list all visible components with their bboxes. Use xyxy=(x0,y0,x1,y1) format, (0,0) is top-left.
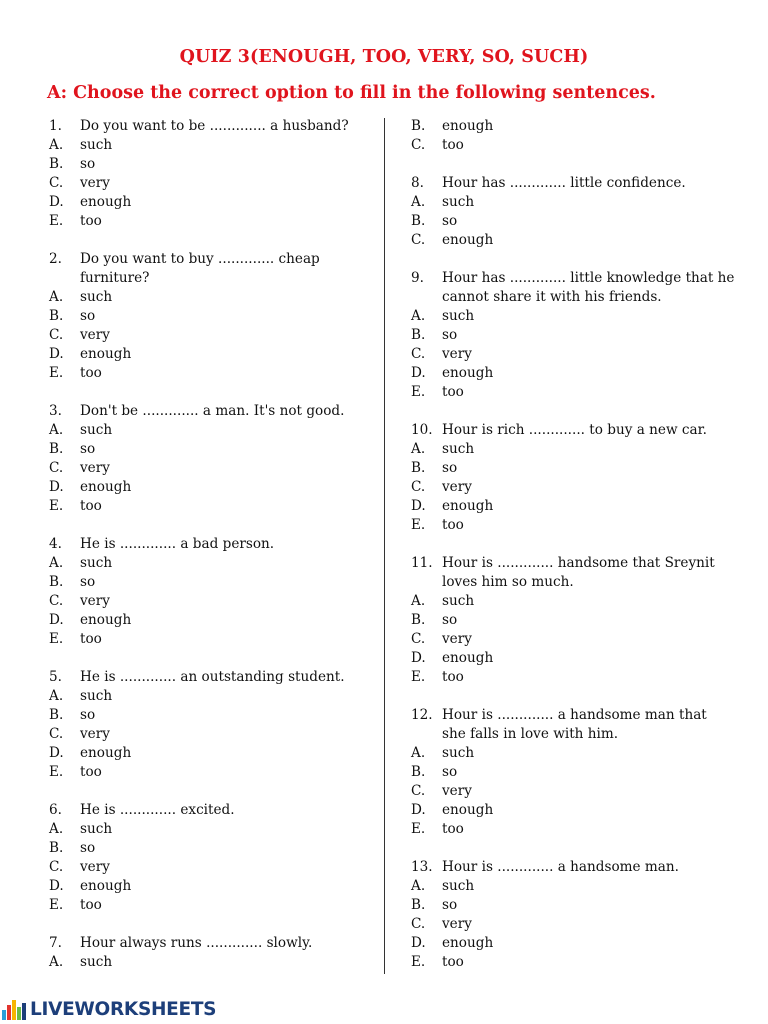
option-letter: C. xyxy=(411,916,426,932)
answer-option[interactable] xyxy=(411,212,731,231)
answer-option[interactable] xyxy=(49,212,369,231)
option-letter: C. xyxy=(411,631,426,647)
question-text: He is ............. a bad person. xyxy=(80,536,275,552)
question-line xyxy=(411,573,731,592)
question-line xyxy=(411,554,731,573)
option-text: enough xyxy=(80,612,132,628)
option-text: very xyxy=(442,783,472,799)
question-text: Hour is ............. handsome that Sreynit xyxy=(442,555,715,571)
option-text: so xyxy=(442,897,458,913)
option-letter: E. xyxy=(49,213,64,229)
option-letter: A. xyxy=(411,441,426,457)
answer-option[interactable] xyxy=(49,193,369,212)
answer-option[interactable] xyxy=(49,288,369,307)
question-text: He is ............. an outstanding student. xyxy=(80,669,345,685)
option-letter: A. xyxy=(411,745,426,761)
answer-option[interactable] xyxy=(49,497,369,516)
answer-option[interactable] xyxy=(49,706,369,725)
option-letter: D. xyxy=(49,346,64,362)
option-text: too xyxy=(80,213,102,229)
answer-option[interactable] xyxy=(49,744,369,763)
option-letter: E. xyxy=(411,954,426,970)
answer-option[interactable] xyxy=(411,364,731,383)
option-text: enough xyxy=(442,650,494,666)
option-text: very xyxy=(442,631,472,647)
option-letter: D. xyxy=(49,194,64,210)
option-letter: B. xyxy=(411,897,426,913)
question-text: He is ............. excited. xyxy=(80,802,235,818)
option-letter: B. xyxy=(49,441,64,457)
answer-option[interactable] xyxy=(411,915,731,934)
answer-option[interactable] xyxy=(411,744,731,763)
question-number: 1. xyxy=(49,118,62,134)
option-letter: D. xyxy=(411,802,426,818)
option-letter: C. xyxy=(49,460,64,476)
answer-option[interactable] xyxy=(411,459,731,478)
question-gap xyxy=(49,915,369,934)
question-line xyxy=(49,668,369,687)
question-line xyxy=(411,706,731,725)
option-text: enough xyxy=(80,745,132,761)
option-text: so xyxy=(442,213,458,229)
answer-option[interactable] xyxy=(49,478,369,497)
answer-option[interactable] xyxy=(49,307,369,326)
option-letter: D. xyxy=(49,878,64,894)
option-letter: A. xyxy=(411,308,426,324)
option-text: so xyxy=(442,764,458,780)
answer-option[interactable] xyxy=(49,326,369,345)
liveworksheets-logo-icon xyxy=(0,996,30,1022)
answer-option[interactable] xyxy=(411,497,731,516)
answer-option[interactable] xyxy=(49,858,369,877)
question-number: 4. xyxy=(49,536,62,552)
question-number: 7. xyxy=(49,935,62,951)
option-text: very xyxy=(442,479,472,495)
answer-option[interactable] xyxy=(411,668,731,687)
answer-option[interactable] xyxy=(49,820,369,839)
question-gap xyxy=(411,250,731,269)
option-text: very xyxy=(80,460,110,476)
answer-option[interactable] xyxy=(411,630,731,649)
question-line xyxy=(411,858,731,877)
option-letter: B. xyxy=(411,764,426,780)
option-letter: B. xyxy=(49,574,64,590)
answer-option[interactable] xyxy=(49,440,369,459)
answer-option[interactable] xyxy=(49,174,369,193)
question-number: 8. xyxy=(411,175,424,191)
question-text: furniture? xyxy=(80,270,150,286)
option-text: so xyxy=(442,460,458,476)
option-letter: C. xyxy=(49,726,64,742)
option-letter: C. xyxy=(49,593,64,609)
answer-option[interactable] xyxy=(411,763,731,782)
option-letter: D. xyxy=(49,479,64,495)
question-gap xyxy=(411,839,731,858)
option-letter: D. xyxy=(411,498,426,514)
option-text: too xyxy=(442,821,464,837)
option-letter: A. xyxy=(411,593,426,609)
option-letter: A. xyxy=(49,137,64,153)
answer-option[interactable] xyxy=(411,307,731,326)
option-text: very xyxy=(80,726,110,742)
option-letter: A. xyxy=(49,954,64,970)
answer-option[interactable] xyxy=(49,364,369,383)
option-text: so xyxy=(80,308,96,324)
answer-option[interactable] xyxy=(411,193,731,212)
option-letter: B. xyxy=(411,612,426,628)
answer-option[interactable] xyxy=(411,231,731,250)
question-gap xyxy=(49,649,369,668)
option-text: so xyxy=(80,574,96,590)
option-letter: D. xyxy=(49,745,64,761)
answer-option[interactable] xyxy=(49,421,369,440)
option-text: such xyxy=(80,688,113,704)
option-text: too xyxy=(80,498,102,514)
option-text: very xyxy=(80,859,110,875)
question-gap xyxy=(411,535,731,554)
question-number: 13. xyxy=(411,859,433,875)
option-letter: C. xyxy=(411,783,426,799)
answer-option[interactable] xyxy=(49,839,369,858)
option-text: such xyxy=(80,137,113,153)
question-text: Don't be ............. a man. It's not good. xyxy=(80,403,345,419)
right-question-column xyxy=(411,117,735,972)
answer-option[interactable] xyxy=(49,896,369,915)
answer-option[interactable] xyxy=(411,820,731,839)
option-text: so xyxy=(80,441,96,457)
option-text: enough xyxy=(442,935,494,951)
option-text: such xyxy=(80,555,113,571)
question-line xyxy=(49,535,369,554)
option-text: too xyxy=(442,954,464,970)
option-letter: E. xyxy=(49,764,64,780)
option-letter: D. xyxy=(49,612,64,628)
option-letter: C. xyxy=(411,137,426,153)
question-number: 5. xyxy=(49,669,62,685)
answer-option[interactable] xyxy=(411,326,731,345)
option-text: enough xyxy=(442,365,494,381)
question-text: she falls in love with him. xyxy=(442,726,619,742)
question-gap xyxy=(411,402,731,421)
option-text: so xyxy=(80,840,96,856)
option-letter: B. xyxy=(49,308,64,324)
option-letter: B. xyxy=(411,460,426,476)
question-number: 12. xyxy=(411,707,433,723)
question-line xyxy=(411,288,731,307)
option-letter: E. xyxy=(49,498,64,514)
option-letter: A. xyxy=(49,555,64,571)
question-gap xyxy=(411,687,731,706)
option-text: such xyxy=(442,308,475,324)
option-text: such xyxy=(80,289,113,305)
option-letter: B. xyxy=(411,118,426,134)
question-gap xyxy=(49,516,369,535)
option-text: too xyxy=(442,384,464,400)
question-text: Hour has ............. little knowledge that he xyxy=(442,270,735,286)
option-text: too xyxy=(442,517,464,533)
question-number: 2. xyxy=(49,251,62,267)
option-text: such xyxy=(442,441,475,457)
option-letter: A. xyxy=(411,878,426,894)
answer-option[interactable] xyxy=(49,573,369,592)
answer-option[interactable] xyxy=(49,459,369,478)
option-text: such xyxy=(442,878,475,894)
answer-option[interactable] xyxy=(411,478,731,497)
question-line xyxy=(411,725,731,744)
option-text: so xyxy=(442,327,458,343)
option-letter: C. xyxy=(411,346,426,362)
answer-option[interactable] xyxy=(49,155,369,174)
option-text: enough xyxy=(442,118,494,134)
logo-wordmark: LIVEWORKSHEETS xyxy=(30,998,217,1020)
question-number: 9. xyxy=(411,270,424,286)
option-letter: E. xyxy=(411,821,426,837)
option-letter: A. xyxy=(49,289,64,305)
option-letter: D. xyxy=(411,650,426,666)
option-text: so xyxy=(80,707,96,723)
option-letter: E. xyxy=(49,365,64,381)
question-line xyxy=(49,250,369,269)
option-letter: B. xyxy=(49,156,64,172)
option-text: such xyxy=(80,422,113,438)
option-text: too xyxy=(442,669,464,685)
option-letter: B. xyxy=(411,327,426,343)
option-letter: A. xyxy=(49,688,64,704)
question-text: Hour is ............. a handsome man that xyxy=(442,707,707,723)
option-letter: E. xyxy=(49,897,64,913)
option-text: so xyxy=(80,156,96,172)
option-text: such xyxy=(80,954,113,970)
question-line xyxy=(411,421,731,440)
question-line xyxy=(49,934,369,953)
question-line xyxy=(411,269,735,288)
answer-option[interactable] xyxy=(411,801,731,820)
option-text: very xyxy=(80,327,110,343)
answer-option[interactable] xyxy=(411,953,731,972)
question-gap xyxy=(49,231,369,250)
answer-option[interactable] xyxy=(49,725,369,744)
question-number: 10. xyxy=(411,422,433,438)
question-number: 6. xyxy=(49,802,62,818)
option-letter: E. xyxy=(411,669,426,685)
question-text: Hour is ............. a handsome man. xyxy=(442,859,679,875)
left-question-column xyxy=(49,117,369,972)
quiz-title: QUIZ 3(ENOUGH, TOO, VERY, SO, SUCH) xyxy=(179,47,589,67)
question-number: 3. xyxy=(49,403,62,419)
section-instruction: A: Choose the correct option to fill in the following sentences. xyxy=(47,83,656,103)
option-letter: C. xyxy=(49,327,64,343)
question-gap xyxy=(411,155,731,174)
option-text: too xyxy=(442,137,464,153)
answer-option[interactable] xyxy=(49,345,369,364)
answer-option[interactable] xyxy=(411,136,731,155)
answer-option[interactable] xyxy=(49,554,369,573)
option-letter: D. xyxy=(411,365,426,381)
question-text: Do you want to be ............. a husband? xyxy=(80,118,349,134)
option-letter: A. xyxy=(49,821,64,837)
answer-option[interactable] xyxy=(49,630,369,649)
option-text: enough xyxy=(442,498,494,514)
option-text: too xyxy=(80,897,102,913)
option-text: so xyxy=(442,612,458,628)
option-letter: A. xyxy=(49,422,64,438)
option-letter: B. xyxy=(411,213,426,229)
option-text: too xyxy=(80,764,102,780)
option-text: enough xyxy=(80,878,132,894)
option-text: very xyxy=(442,346,472,362)
option-text: such xyxy=(442,745,475,761)
question-text: Do you want to buy ............. cheap xyxy=(80,251,320,267)
answer-option[interactable] xyxy=(49,687,369,706)
option-text: enough xyxy=(80,194,132,210)
question-text: Hour always runs ............. slowly. xyxy=(80,935,313,951)
option-letter: C. xyxy=(49,859,64,875)
answer-option[interactable] xyxy=(411,516,731,535)
question-line xyxy=(49,402,369,421)
option-text: very xyxy=(80,593,110,609)
answer-option[interactable] xyxy=(411,611,731,630)
answer-option[interactable] xyxy=(49,611,369,630)
option-text: such xyxy=(442,194,475,210)
option-text: enough xyxy=(80,346,132,362)
question-gap xyxy=(49,782,369,801)
answer-option[interactable] xyxy=(49,763,369,782)
question-line xyxy=(49,117,369,136)
question-line xyxy=(49,269,369,288)
answer-option[interactable] xyxy=(49,877,369,896)
question-text: Hour has ............. little confidence. xyxy=(442,175,686,191)
option-text: enough xyxy=(442,232,494,248)
option-letter: C. xyxy=(411,232,426,248)
option-text: enough xyxy=(442,802,494,818)
option-letter: E. xyxy=(411,384,426,400)
option-letter: E. xyxy=(49,631,64,647)
answer-option[interactable] xyxy=(411,345,731,364)
footer-logo[interactable] xyxy=(0,996,216,1022)
option-text: too xyxy=(80,631,102,647)
question-text: Hour is rich ............. to buy a new car. xyxy=(442,422,707,438)
question-gap xyxy=(49,383,369,402)
column-divider xyxy=(384,118,385,974)
question-line xyxy=(49,801,369,820)
option-text: such xyxy=(80,821,113,837)
option-text: such xyxy=(442,593,475,609)
option-text: very xyxy=(80,175,110,191)
answer-option[interactable] xyxy=(411,782,731,801)
option-letter: B. xyxy=(49,707,64,723)
option-text: very xyxy=(442,916,472,932)
answer-option[interactable] xyxy=(49,136,369,155)
question-text: loves him so much. xyxy=(442,574,574,590)
answer-option[interactable] xyxy=(411,117,731,136)
answer-option[interactable] xyxy=(411,877,731,896)
question-text: cannot share it with his friends. xyxy=(442,289,662,305)
answer-option[interactable] xyxy=(411,896,731,915)
option-text: too xyxy=(80,365,102,381)
option-letter: D. xyxy=(411,935,426,951)
answer-option[interactable] xyxy=(411,934,731,953)
answer-option[interactable] xyxy=(411,649,731,668)
answer-option[interactable] xyxy=(411,383,731,402)
answer-option[interactable] xyxy=(49,592,369,611)
answer-option[interactable] xyxy=(49,953,369,972)
option-text: enough xyxy=(80,479,132,495)
option-letter: C. xyxy=(411,479,426,495)
option-letter: B. xyxy=(49,840,64,856)
option-letter: C. xyxy=(49,175,64,191)
question-number: 11. xyxy=(411,555,433,571)
option-letter: A. xyxy=(411,194,426,210)
question-line xyxy=(411,174,731,193)
option-letter: E. xyxy=(411,517,426,533)
answer-option[interactable] xyxy=(411,592,731,611)
answer-option[interactable] xyxy=(411,440,731,459)
